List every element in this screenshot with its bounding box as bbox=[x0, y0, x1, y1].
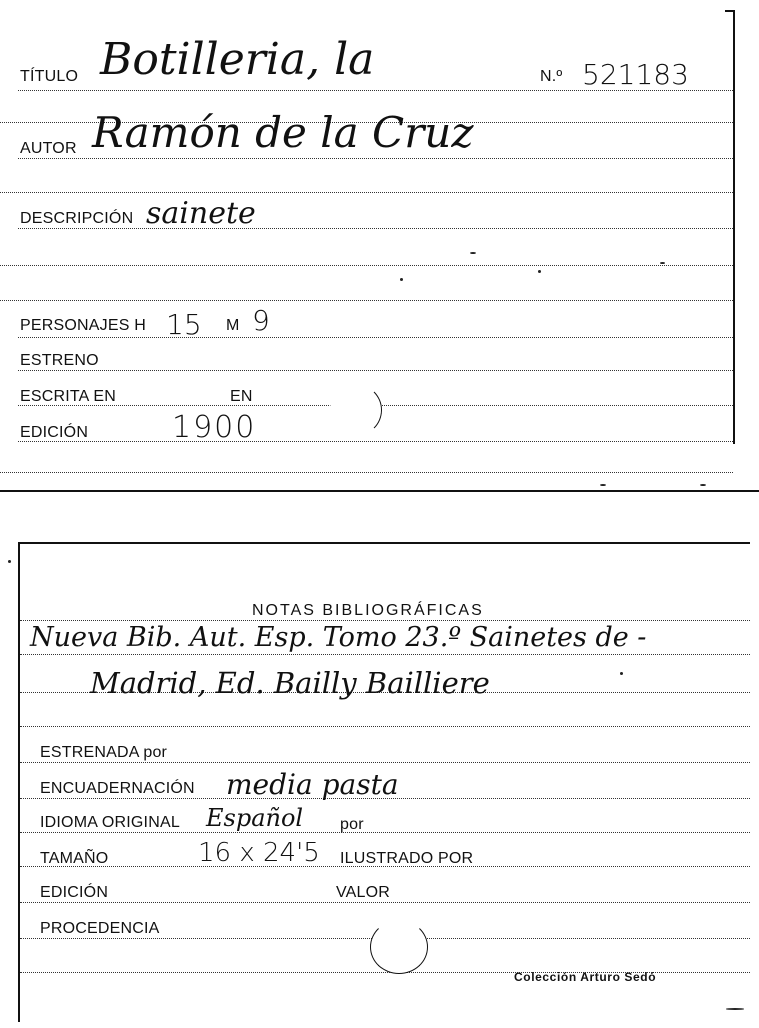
punch-hole bbox=[370, 920, 428, 974]
punch-hole bbox=[330, 384, 382, 436]
tamano-value: 16 x 24'5 bbox=[198, 838, 320, 868]
idioma-label: IDIOMA ORIGINAL bbox=[40, 814, 180, 831]
card-left-border bbox=[18, 542, 20, 1022]
descripcion-label: DESCRIPCIÓN bbox=[20, 210, 134, 227]
edicion-label-2: EDICIÓN bbox=[40, 884, 109, 901]
encuadernacion-label: ENCUADERNACIÓN bbox=[40, 780, 195, 797]
descripcion-value: sainete bbox=[146, 196, 256, 231]
card-bottom-edge bbox=[0, 490, 759, 492]
notes-line-1: Nueva Bib. Aut. Esp. Tomo 23.º Sainetes de - bbox=[30, 622, 647, 653]
catalog-card-bottom bbox=[0, 520, 759, 1028]
autor-value: Ramón de la Cruz bbox=[92, 108, 474, 157]
notas-heading: NOTAS BIBLIOGRÁFICAS bbox=[252, 602, 484, 619]
escrita-en-label: EN bbox=[230, 388, 253, 405]
valor-label: VALOR bbox=[336, 884, 391, 901]
card-top-border bbox=[725, 10, 735, 12]
personajes-label: PERSONAJES H bbox=[20, 317, 146, 334]
edicion-label: EDICIÓN bbox=[20, 424, 89, 441]
encuadernacion-value: media pasta bbox=[226, 768, 399, 801]
personajes-m-label: M bbox=[226, 317, 240, 334]
titulo-value: Botilleria, la bbox=[100, 34, 375, 85]
procedencia-label: PROCEDENCIA bbox=[40, 920, 160, 937]
card-right-border bbox=[733, 12, 735, 444]
tamano-label: TAMAÑO bbox=[40, 850, 109, 867]
por-label: por bbox=[340, 816, 364, 833]
titulo-label: TÍTULO bbox=[20, 68, 79, 85]
ilustrado-label: ILUSTRADO POR bbox=[340, 850, 474, 867]
notes-line-2: Madrid, Ed. Bailly Bailliere bbox=[90, 666, 490, 700]
estrenada-label: ESTRENADA por bbox=[40, 744, 168, 761]
coleccion-stamp: Colección Arturo Sedó bbox=[514, 970, 657, 984]
numero-value: 521183 bbox=[582, 58, 689, 91]
personajes-m-value: 9 bbox=[252, 304, 270, 337]
card-top-border bbox=[18, 542, 750, 544]
estreno-label: ESTRENO bbox=[20, 352, 99, 369]
edicion-value: 1900 bbox=[172, 410, 257, 445]
escrita-label: ESCRITA EN bbox=[20, 388, 116, 405]
autor-label: AUTOR bbox=[20, 140, 77, 157]
idioma-value: Español bbox=[206, 804, 304, 832]
numero-label: N.º bbox=[540, 68, 563, 85]
personajes-h-value: 15 bbox=[166, 308, 202, 341]
catalog-card-top bbox=[0, 0, 759, 500]
